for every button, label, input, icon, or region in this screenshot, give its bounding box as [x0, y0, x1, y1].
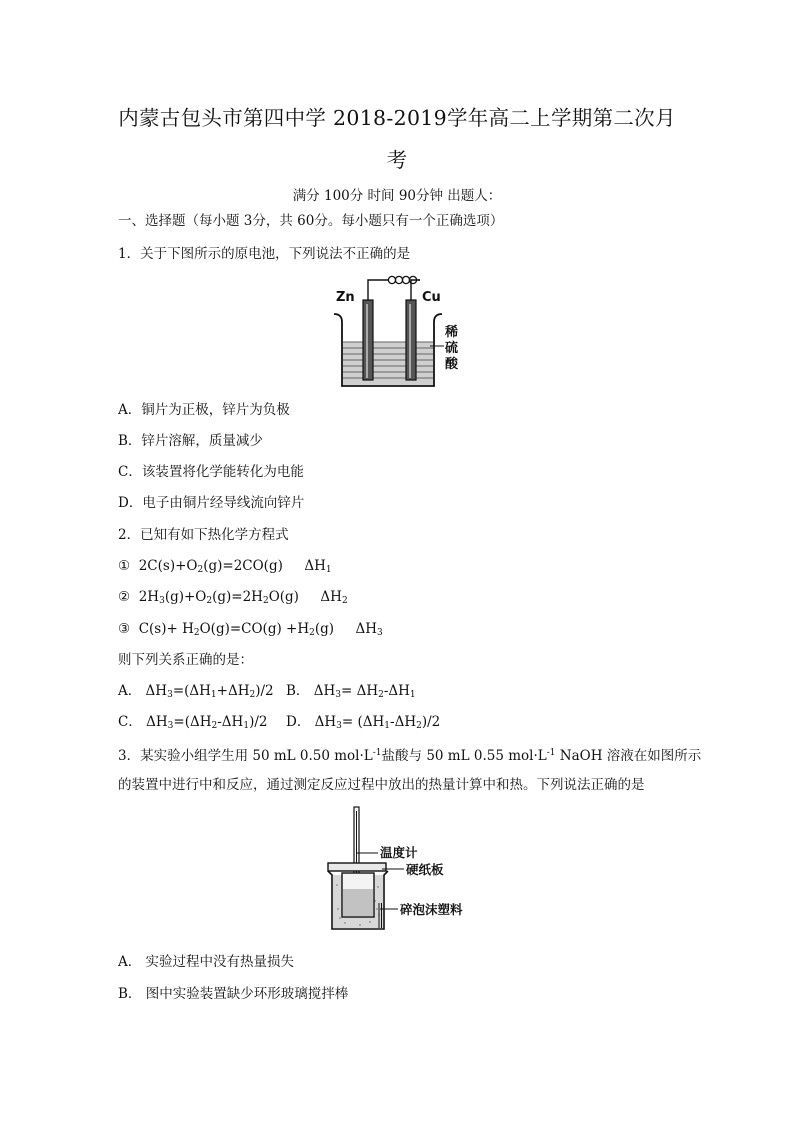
q2-option-b: B． $\Delta H_3= \Delta H_2-\Delta H_1$	[286, 683, 416, 700]
thermometer-label: 温度计	[380, 845, 418, 860]
foam-label: 碎泡沫塑料	[400, 902, 463, 917]
q2-option-c: C． $\Delta H_3=(\Delta H_2-\Delta H_1)/2$	[118, 714, 268, 731]
q2-option-a: A． $\Delta H_3=(\Delta H_1+\Delta H_2)/2$	[118, 683, 274, 700]
exam-info: 满分 100分 时间 90分钟 出题人：	[292, 188, 502, 204]
galvanic-cell-diagram	[330, 274, 470, 396]
q1-option-c: C．该装置将化学能转化为电能	[118, 464, 304, 480]
q3-option-a: A． 实验过程中没有热量损失	[118, 954, 295, 970]
q1-option-a: A．铜片为正极，锌片为负极	[118, 402, 290, 418]
q3-option-b: B． 图中实验装置缺少环形玻璃搅拌棒	[118, 986, 349, 1002]
cardboard-lid	[328, 863, 386, 871]
cardboard-label: 硬纸板	[406, 862, 444, 877]
q3-stem-line1: 3．某实验小组学生用 50 mL 0.50 $mol\cdot L^{-1}$盐酸与 50 mL 0.55 $mol\cdot L^{-1}$ NaOH 溶液在如图所示	[118, 748, 702, 764]
zn-label: Zn	[336, 290, 355, 305]
calorimeter-diagram	[320, 805, 480, 940]
exam-title-line2: 考	[386, 148, 408, 172]
q2-conclusion: 则下列关系正确的是：	[118, 652, 253, 668]
q2-equation-2: ② $2H_3(g)+O_2(g)=2H_2O(g)$ $\Delta H_2$	[118, 589, 348, 606]
q1-option-b: B．锌片溶解，质量减少	[118, 433, 263, 449]
cu-label: Cu	[422, 290, 441, 305]
acid-label-1: 稀	[445, 325, 459, 340]
q1-option-d: D．电子由铜片经导线流向锌片	[118, 495, 305, 511]
q2-stem: 2．已知有如下热化学方程式	[118, 527, 289, 543]
acid-label-3: 酸	[445, 357, 459, 372]
q2-equation-1: ① $2C(s)+O_2(g)=2CO(g)$ $\Delta H_1$	[118, 558, 332, 575]
exam-title-line1: 内蒙古包头市第四中学 2018-2019学年高二上学期第二次月	[118, 106, 676, 130]
q3-stem-line2: 的装置中进行中和反应，通过测定反应过程中放出的热量计算中和热。下列说法正确的是	[118, 777, 645, 793]
q2-option-d: D． $\Delta H_3= (\Delta H_1-\Delta H_2)/2$	[286, 714, 441, 731]
acid-label-2: 硫	[445, 341, 459, 356]
q2-equation-3: ③ $C(s)+ H_2O(g)=CO(g) +H_2(g)$ $\Delta H_3$	[118, 621, 383, 638]
section1-heading: 一、选择题（每小题 3分，共 60分。每小题只有一个正确选项）	[118, 213, 504, 229]
q1-stem: 1．关于下图所示的原电池，下列说法不正确的是	[118, 246, 411, 262]
